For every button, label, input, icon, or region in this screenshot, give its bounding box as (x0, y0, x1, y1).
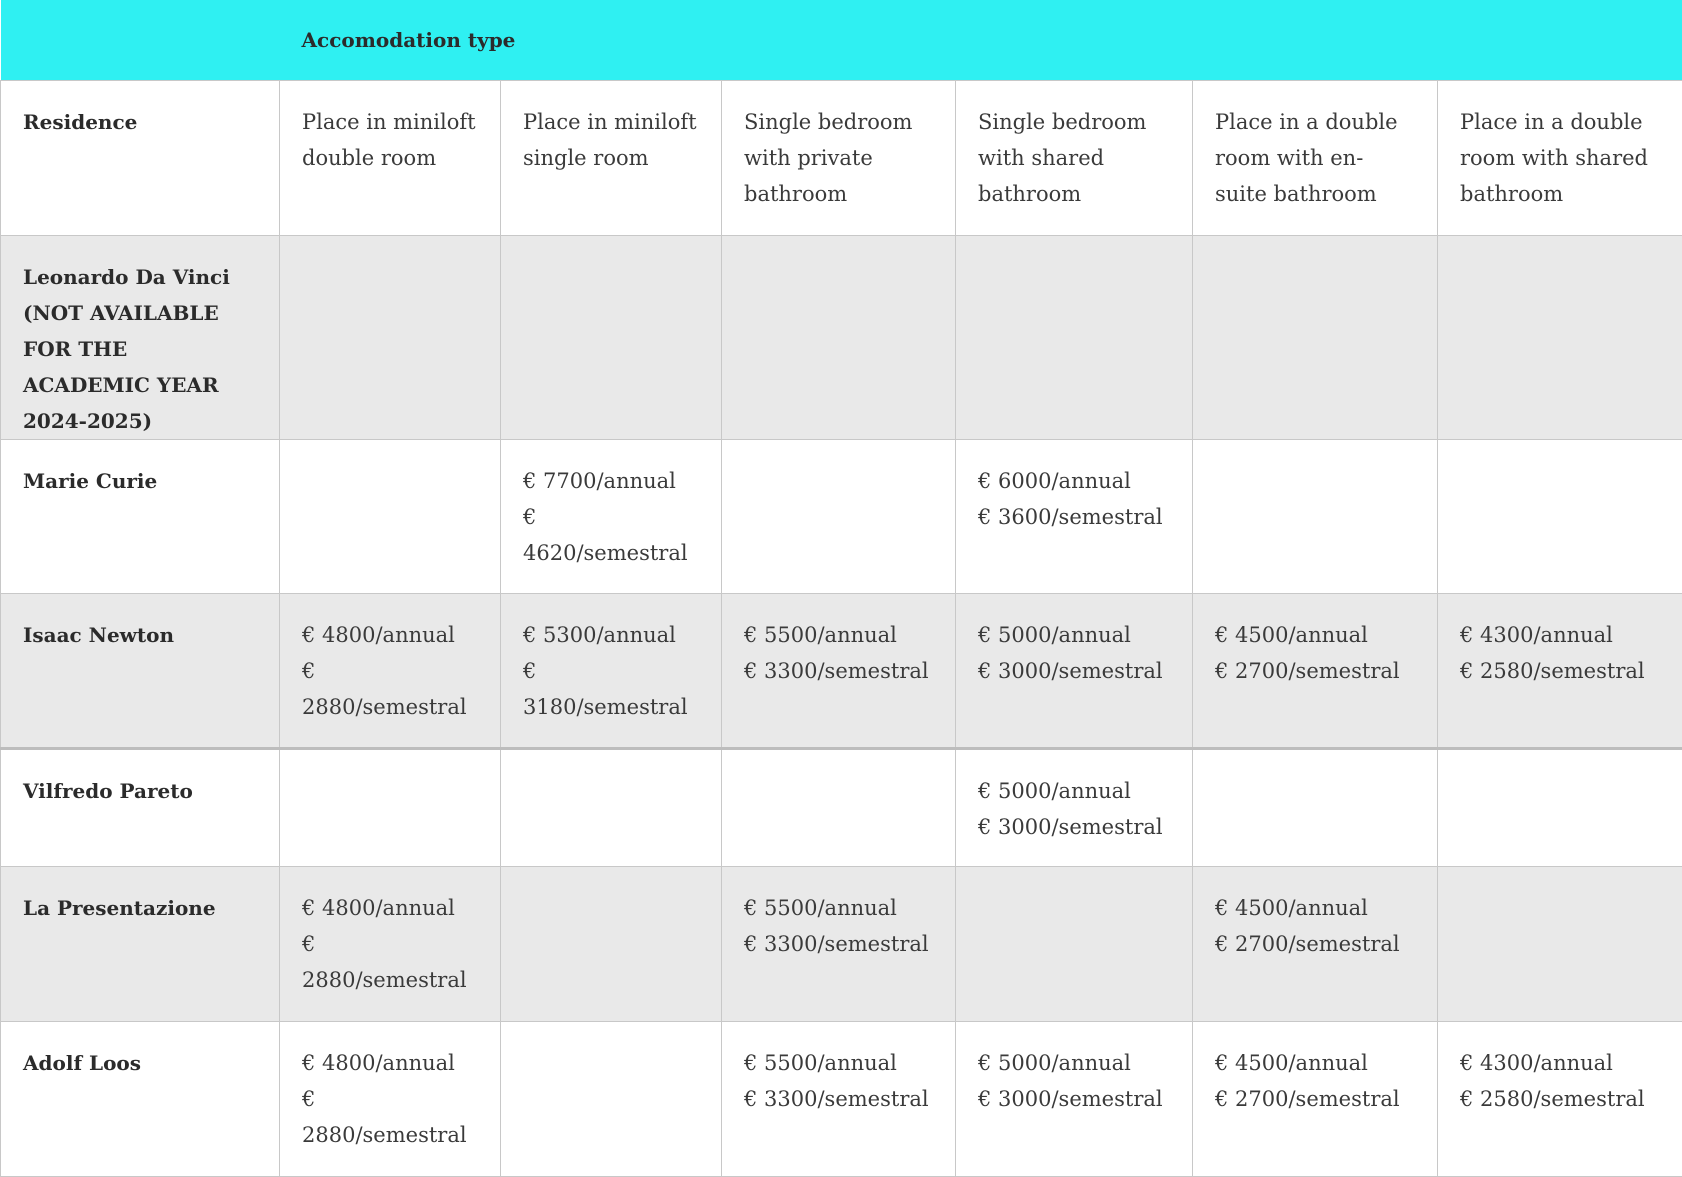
price-cell (501, 866, 722, 1021)
price-cell (956, 439, 1193, 593)
table-header-band (1, 0, 1682, 80)
price-cell (280, 439, 501, 593)
price-cell (1193, 593, 1438, 748)
price-cell (1438, 866, 1682, 1021)
annual-price: € 4500/annual (1215, 617, 1415, 653)
semestral-price: € 2880/semestral (302, 653, 478, 725)
header-empty-cell (1, 0, 280, 80)
price-cell (956, 593, 1193, 748)
semestral-price: € 2700/semestral (1215, 926, 1415, 962)
annual-price: € 6000/annual (978, 463, 1170, 499)
semestral-price: € 3000/semestral (978, 653, 1170, 689)
table-row (1, 866, 1682, 1021)
column-header-single-private-bath: Single bedroom with private bathroom (722, 80, 956, 235)
table-row (1, 235, 1682, 439)
price-cell (280, 748, 501, 866)
annual-price: € 4300/annual (1460, 617, 1660, 653)
price-cell (501, 439, 722, 593)
annual-price: € 4500/annual (1215, 890, 1415, 926)
residence-column-header: Residence (1, 80, 280, 235)
table-row (1, 593, 1682, 748)
price-cell (956, 748, 1193, 866)
semestral-price: € 3000/semestral (978, 809, 1170, 845)
price-cell (722, 1021, 956, 1176)
accommodation-type-header: Accomodation type (280, 0, 1682, 80)
semestral-price: € 2880/semestral (302, 926, 478, 998)
annual-price: € 5300/annual (523, 617, 699, 653)
column-header-double-shared-bath: Place in a double room with shared bathroom (1438, 80, 1682, 235)
annual-price: € 4800/annual (302, 890, 478, 926)
price-cell (1193, 1021, 1438, 1176)
semestral-price: € 3600/semestral (978, 499, 1170, 535)
semestral-price: € 3000/semestral (978, 1081, 1170, 1117)
price-cell (1438, 439, 1682, 593)
semestral-price: € 2700/semestral (1215, 1081, 1415, 1117)
annual-price: € 5500/annual (744, 890, 933, 926)
price-cell (722, 866, 956, 1021)
residence-name: Isaac Newton (1, 593, 280, 748)
annual-price: € 4500/annual (1215, 1045, 1415, 1081)
column-header-single-shared-bath: Single bedroom with shared bathroom (956, 80, 1193, 235)
price-cell (1438, 235, 1682, 439)
price-cell (1438, 748, 1682, 866)
price-cell (1438, 1021, 1682, 1176)
price-cell (1193, 866, 1438, 1021)
price-cell (1193, 235, 1438, 439)
semestral-price: € 2700/semestral (1215, 653, 1415, 689)
price-cell (501, 748, 722, 866)
price-cell (956, 235, 1193, 439)
price-cell (501, 235, 722, 439)
column-header-miniloft-double: Place in miniloft double room (280, 80, 501, 235)
column-header-miniloft-single: Place in miniloft single room (501, 80, 722, 235)
price-cell (501, 1021, 722, 1176)
annual-price: € 7700/annual (523, 463, 699, 499)
annual-price: € 5000/annual (978, 773, 1170, 809)
annual-price: € 5000/annual (978, 617, 1170, 653)
annual-price: € 4800/annual (302, 617, 478, 653)
annual-price: € 5500/annual (744, 1045, 933, 1081)
price-cell (501, 593, 722, 748)
residence-name: Vilfredo Pareto (1, 748, 280, 866)
annual-price: € 4300/annual (1460, 1045, 1660, 1081)
price-cell (1438, 593, 1682, 748)
annual-price: € 5000/annual (978, 1045, 1170, 1081)
residence-name: Marie Curie (1, 439, 280, 593)
price-cell (280, 593, 501, 748)
annual-price: € 5500/annual (744, 617, 933, 653)
price-cell (1193, 439, 1438, 593)
residence-name: Adolf Loos (1, 1021, 280, 1176)
price-cell (722, 439, 956, 593)
price-cell (280, 235, 501, 439)
column-header-row (1, 80, 1682, 235)
price-cell (722, 748, 956, 866)
price-cell (722, 235, 956, 439)
semestral-price: € 3300/semestral (744, 926, 933, 962)
table-row (1, 1021, 1682, 1176)
semestral-price: € 4620/semestral (523, 499, 699, 571)
semestral-price: € 2580/semestral (1460, 1081, 1660, 1117)
table-row (1, 748, 1682, 866)
price-cell (722, 593, 956, 748)
semestral-price: € 3300/semestral (744, 1081, 933, 1117)
column-header-double-ensuite: Place in a double room with en-suite bathroom (1193, 80, 1438, 235)
price-cell (956, 866, 1193, 1021)
residence-name: La Presentazione (1, 866, 280, 1021)
price-cell (280, 866, 501, 1021)
price-cell (956, 1021, 1193, 1176)
semestral-price: € 3180/semestral (523, 653, 699, 725)
price-cell (280, 1021, 501, 1176)
semestral-price: € 2880/semestral (302, 1081, 478, 1153)
residence-name: Leonardo Da Vinci (NOT AVAILABLE FOR THE ACADEMIC YEAR 2024-2025) (1, 235, 280, 439)
price-cell (1193, 748, 1438, 866)
annual-price: € 4800/annual (302, 1045, 478, 1081)
semestral-price: € 3300/semestral (744, 653, 933, 689)
semestral-price: € 2580/semestral (1460, 653, 1660, 689)
table-row (1, 439, 1682, 593)
